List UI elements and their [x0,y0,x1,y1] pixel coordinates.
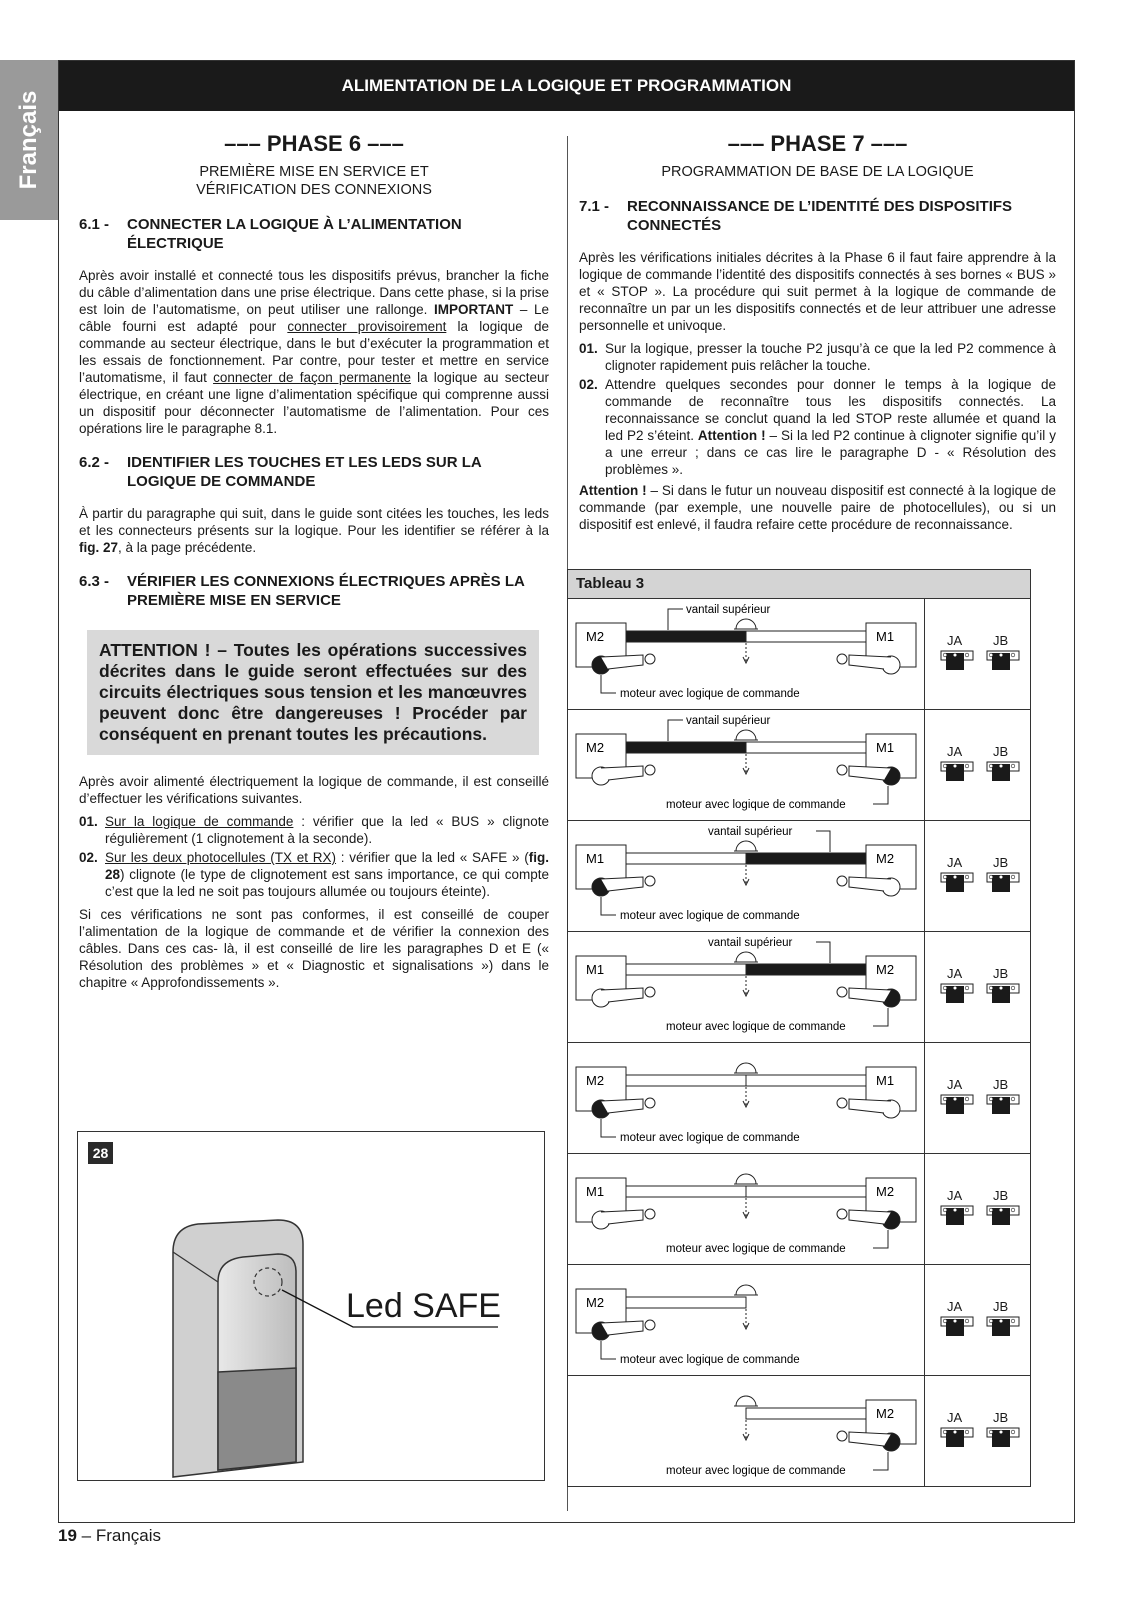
phase7-column [579,131,1056,533]
jumper-cell [925,932,1032,1042]
motor-label-right: M1 [876,1073,895,1088]
jumper-jb-label: JB [993,855,1009,870]
text-run: – Le câble fourni est adapté pour [79,302,549,334]
jumper-cell [925,1154,1032,1264]
gate-diagram [568,1265,924,1375]
section-number: 6.1 - [79,216,110,233]
text-run: , à la page précédente. [118,540,257,555]
list-text [105,849,549,900]
motor-label-left: M2 [586,1073,605,1088]
attention-label: Attention ! [579,483,647,498]
phase6-subtitle-line2: VÉRIFICATION DES CONNEXIONS [196,182,432,198]
jumper-ja-label: JA [947,633,963,648]
section-title: RECONNAISSANCE DE L’IDENTITÉ DES DISPOSITIFS CONNECTÉS [627,198,1013,234]
text-run: – Si dans le futur un nouveau dispositif est connecté à la logique de commande (par exemple, une nouvelle paire de photocellules), ou si un dispositif est enlevé, il faudra refaire cette procédure de reconnaissance. [579,483,1057,532]
verification-list [79,813,549,900]
jumper-ja-label: JA [947,1299,963,1314]
jumper-icons [925,932,1032,1042]
page-number: 19 [58,1526,77,1545]
jumper-cell [925,599,1032,709]
phase6-title: ––– PHASE 6 ––– [224,131,404,156]
table-title: Tableau 3 [568,570,1030,599]
section-title: VÉRIFIER LES CONNEXIONS ÉLECTRIQUES APRÈS LA PREMIÈRE MISE EN SERVICE [127,573,525,609]
section-6-1-text [79,267,549,437]
attention-box: ATTENTION ! – Toutes les opérations successives décrites dans le guide seront effectuées sur des circuits électriques sous tension et les manœuvres peuvent donc être dangereuses ! Procéder par conséquent en prenant toutes les précautions. [87,630,539,755]
motor-control-label: moteur avec logique de commande [620,910,800,922]
motor-label-left: M2 [586,629,605,644]
gate-diagram [568,599,924,709]
attention-note [579,482,1056,533]
motor-label-right: M1 [876,629,895,644]
gate-diagram-cell [568,599,925,709]
section-6-3-heading [79,572,549,610]
page-frame [58,60,1075,1523]
gate-diagram-cell [568,1376,925,1486]
figure-28 [77,1131,545,1481]
section-7-1-heading [579,197,1056,235]
jumper-cell [925,1043,1032,1153]
jumper-cell [925,710,1032,820]
section-6-2-heading [79,453,549,491]
motor-control-label: moteur avec logique de commande [666,799,846,811]
tableau-3 [567,569,1031,1487]
section-number: 6.2 - [79,454,110,471]
gate-diagram-cell [568,710,925,820]
motor-control-label: moteur avec logique de commande [620,1132,800,1144]
section-number: 6.3 - [79,573,110,590]
phase6-column [79,131,549,991]
footer-text: – Français [76,1526,162,1545]
page-footer [58,1526,161,1546]
list-number: 01. [79,814,98,829]
jumper-icons [925,1043,1032,1153]
jumper-icons [925,1265,1032,1375]
gate-diagram-cell [568,821,925,931]
jumper-ja-label: JA [947,855,963,870]
motor-label-right: M1 [876,740,895,755]
jumper-jb-label: JB [993,1077,1009,1092]
table-row [568,932,1030,1043]
text-run: ) clignote (le type de clignotement est sans importance, ce qui compte c’est que la led ne soit pas toujours allumée ou toujours éteinte). [105,867,549,899]
jumper-icons [925,1154,1032,1264]
jumper-jb-label: JB [993,1299,1009,1314]
table-row [568,1154,1030,1265]
table-row [568,1265,1030,1376]
section-6-3-intro: Après avoir alimenté électriquement la logique de commande, il est conseillé d’effectuer les vérifications suivantes. [79,774,549,806]
motor-label-left: M1 [586,1184,605,1199]
list-item [79,849,549,900]
jumper-jb-label: JB [993,744,1009,759]
table-row [568,821,1030,932]
jumper-jb-label: JB [993,1410,1009,1425]
underlined-text: connecter de façon permanente [213,370,411,385]
important-label: IMPORTANT [434,302,514,317]
list-item [579,376,1056,478]
gate-diagram [568,710,924,820]
motor-control-label: moteur avec logique de commande [666,1465,846,1477]
list-number: 02. [579,377,598,392]
phase6-subtitle [79,163,549,199]
table-row [568,1376,1030,1486]
section-6-2-text [79,505,549,556]
language-tab [0,60,58,220]
text-run: la logique de commande au secteur électrique, dans le but d’exécuter la programmation et les essais de fonctionnement. Par contre, pour tester et mettre en service l’automatisme, il faut [79,319,549,385]
list-number: 01. [579,341,598,356]
list-number: 02. [79,850,98,865]
list-item [579,340,1056,374]
gate-diagram [568,932,924,1042]
figure-reference: fig. 28 [105,850,549,882]
motor-control-label: moteur avec logique de commande [620,1354,800,1366]
section-7-1-text: Après les vérifications initiales décrites à la Phase 6 il faut faire apprendre à la logique de commande l’identité des dispositifs connectés à ses bornes « BUS » et « STOP ». La procédure qui suit permet à la logique de commande de reconnaître un par un les dispositifs connectés et de leur attribuer une adresse personnelle et univoque. [579,250,1056,333]
procedure-list [579,340,1056,478]
jumper-icons [925,710,1032,820]
upper-leaf-label: vantail supérieur [686,715,771,727]
gate-diagram-cell [568,1043,925,1153]
upper-leaf-label: vantail supérieur [708,937,793,949]
motor-label-left: M1 [586,962,605,977]
text-run: – Si la led P2 continue à clignoter signifie qu’il y a une erreur ; dans ce cas lire le paragraphe D - « Résolution des problèmes ». [605,428,1056,477]
jumper-jb-label: JB [993,1188,1009,1203]
motor-label-left: M1 [586,851,605,866]
jumper-ja-label: JA [947,1188,963,1203]
photocell-illustration [78,1132,544,1480]
motor-label-left: M2 [586,740,605,755]
phase7-title: ––– PHASE 7 ––– [727,131,908,156]
jumper-ja-label: JA [947,1410,963,1425]
table-row [568,599,1030,710]
jumper-icons [925,1376,1032,1486]
motor-control-label: moteur avec logique de commande [666,1021,846,1033]
phase6-subtitle-line1: PREMIÈRE MISE EN SERVICE ET [199,164,429,180]
section-6-3-outro: Si ces vérifications ne sont pas conformes, il est conseillé de couper l’alimentation de la logique de commande et de vérifier la connexion des câbles. Dans ces cas- là, il est conseillé de lire les paragraphes D et E (« Résolution des problèmes » et « Diagnostic et signalisations ») dans le chapitre « Approfondissements ». [79,907,549,990]
text-run: : vérifier que la led « BUS » clignote régulièrement (1 clignotement à la seconde). [105,814,549,846]
motor-label-right: M2 [876,1406,895,1421]
text-run: À partir du paragraphe qui suit, dans le guide sont citées les touches, les leds et les connecteurs présents sur la logique. Pour les identifier se référer à la [79,506,549,538]
text-run: Attendre quelques secondes pour donner le temps à la logique de commande de reconnaître tous les dispositifs connectés. La reconnaissance se conclut quand la led STOP reste allumée et quand la led P2 s’éteint. [605,377,1056,443]
text-run: Après avoir installé et connecté tous les dispositifs prévus, brancher la fiche du câble d’alimentation dans une prise électrique. Dans cette phase, si la prise est loin de l’automatisme, on peut utiliser une rallonge. [79,268,549,317]
underlined-text: Sur la logique de commande [105,814,294,829]
jumper-cell [925,1376,1032,1486]
gate-diagram [568,1043,924,1153]
jumper-ja-label: JA [947,1077,963,1092]
jumper-ja-label: JA [947,966,963,981]
table-row [568,1043,1030,1154]
jumper-icons [925,821,1032,931]
jumper-jb-label: JB [993,633,1009,648]
figure-number-badge: 28 [88,1142,113,1164]
motor-label-right: M2 [876,851,895,866]
language-tab-label: Français [15,90,42,190]
text-run: la logique au secteur électrique, en créant une ligne d’alimentation spécifique qui comprenne aussi un dispositif pour déconnecter l’automatisme de l’alimentation. Pour ces opérations lire le paragraphe 8.1. [79,370,549,436]
motor-control-label: moteur avec logique de commande [666,1243,846,1255]
gate-diagram [568,1376,924,1486]
list-item [79,813,549,847]
gate-diagram-cell [568,1265,925,1375]
gate-diagram [568,1154,924,1264]
jumper-cell [925,821,1032,931]
text-run: : vérifier que la led « SAFE » ( [336,850,529,865]
motor-control-label: moteur avec logique de commande [620,688,800,700]
underlined-text: Sur les deux photocellules (TX et RX) [105,850,337,865]
upper-leaf-label: vantail supérieur [708,826,793,838]
table-body [568,599,1030,1486]
jumper-ja-label: JA [947,744,963,759]
motor-label-left: M2 [586,1295,605,1310]
gate-diagram-cell [568,932,925,1042]
motor-label-right: M2 [876,1184,895,1199]
list-text [105,813,549,847]
upper-leaf-label: vantail supérieur [686,604,771,616]
list-text: Sur la logique, presser la touche P2 jusqu’à ce que la led P2 commence à clignoter rapidement puis relâcher la touche. [605,341,1056,373]
section-title: IDENTIFIER LES TOUCHES ET LES LEDS SUR LA LOGIQUE DE COMMANDE [127,454,482,490]
underlined-text: connecter provisoirement [287,319,447,334]
section-number: 7.1 - [579,198,610,215]
attention-label: Attention ! [697,428,766,443]
phase7-subtitle: PROGRAMMATION DE BASE DE LA LOGIQUE [661,164,974,180]
section-6-1-heading [79,215,549,253]
section-title: CONNECTER LA LOGIQUE À L’ALIMENTATION ÉLECTRIQUE [127,216,462,252]
jumper-jb-label: JB [993,966,1009,981]
section-header: ALIMENTATION DE LA LOGIQUE ET PROGRAMMATION [59,61,1074,111]
led-safe-label: Led SAFE [346,1287,501,1325]
table-row [568,710,1030,821]
gate-diagram-cell [568,1154,925,1264]
motor-label-right: M2 [876,962,895,977]
list-text [605,376,1056,478]
gate-diagram [568,821,924,931]
figure-reference: fig. 27 [79,540,119,555]
jumper-icons [925,599,1032,709]
jumper-cell [925,1265,1032,1375]
